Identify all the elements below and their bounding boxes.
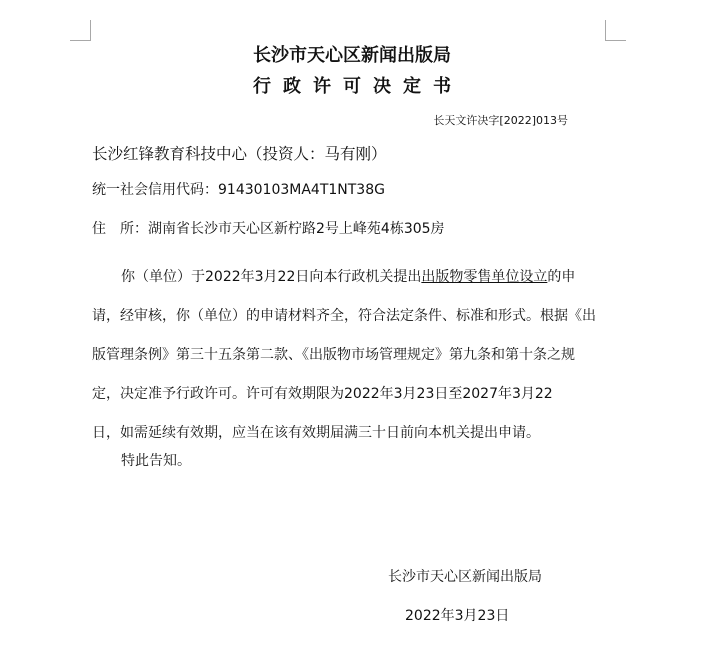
body-line-3: 版管理条例》第三十五条第二款、《出版物市场管理规定》第九条和第十条之规 bbox=[92, 347, 575, 363]
credit-code: 统一社会信用代码：91430103MA4T1NT38G bbox=[92, 182, 385, 198]
body-line-4: 定，决定准予行政许可。许可有效期限为2022年3月23日至2027年3月22 bbox=[92, 386, 553, 402]
licensed-item: 出版物零售单位设立 bbox=[421, 269, 548, 285]
applicant-address: 住 所：湖南省长沙市天心区新柠路2号上峰苑4栋305房 bbox=[92, 221, 445, 237]
page-corner-mark-left bbox=[70, 20, 91, 41]
body-line-2: 请，经审核，你（单位）的申请材料齐全，符合法定条件、标准和形式。根据《出 bbox=[92, 308, 596, 324]
body-line-1 bbox=[92, 258, 612, 297]
issue-date: 2022年3月23日 bbox=[405, 608, 510, 624]
page-corner-mark-right bbox=[605, 20, 626, 41]
body-line-1-suffix: 的申 bbox=[547, 269, 576, 285]
applicant-name: 长沙红锋教育科技中心（投资人：马有刚） bbox=[92, 145, 387, 163]
document-number: 长天文许决字[2022]013号 bbox=[433, 114, 568, 127]
issuing-authority: 长沙市天心区新闻出版局 bbox=[388, 569, 542, 585]
body-line-1-prefix: 你（单位）于2022年3月22日向本行政机关提出 bbox=[121, 269, 422, 285]
document-title: 行政许可决定书 bbox=[253, 76, 463, 97]
body-line-5: 日，如需延续有效期，应当在该有效期届满三十日前向本机关提出申请。 bbox=[92, 425, 540, 441]
decision-body bbox=[92, 258, 612, 453]
closing-text: 特此告知。 bbox=[121, 453, 191, 469]
authority-title: 长沙市天心区新闻出版局 bbox=[253, 45, 451, 66]
